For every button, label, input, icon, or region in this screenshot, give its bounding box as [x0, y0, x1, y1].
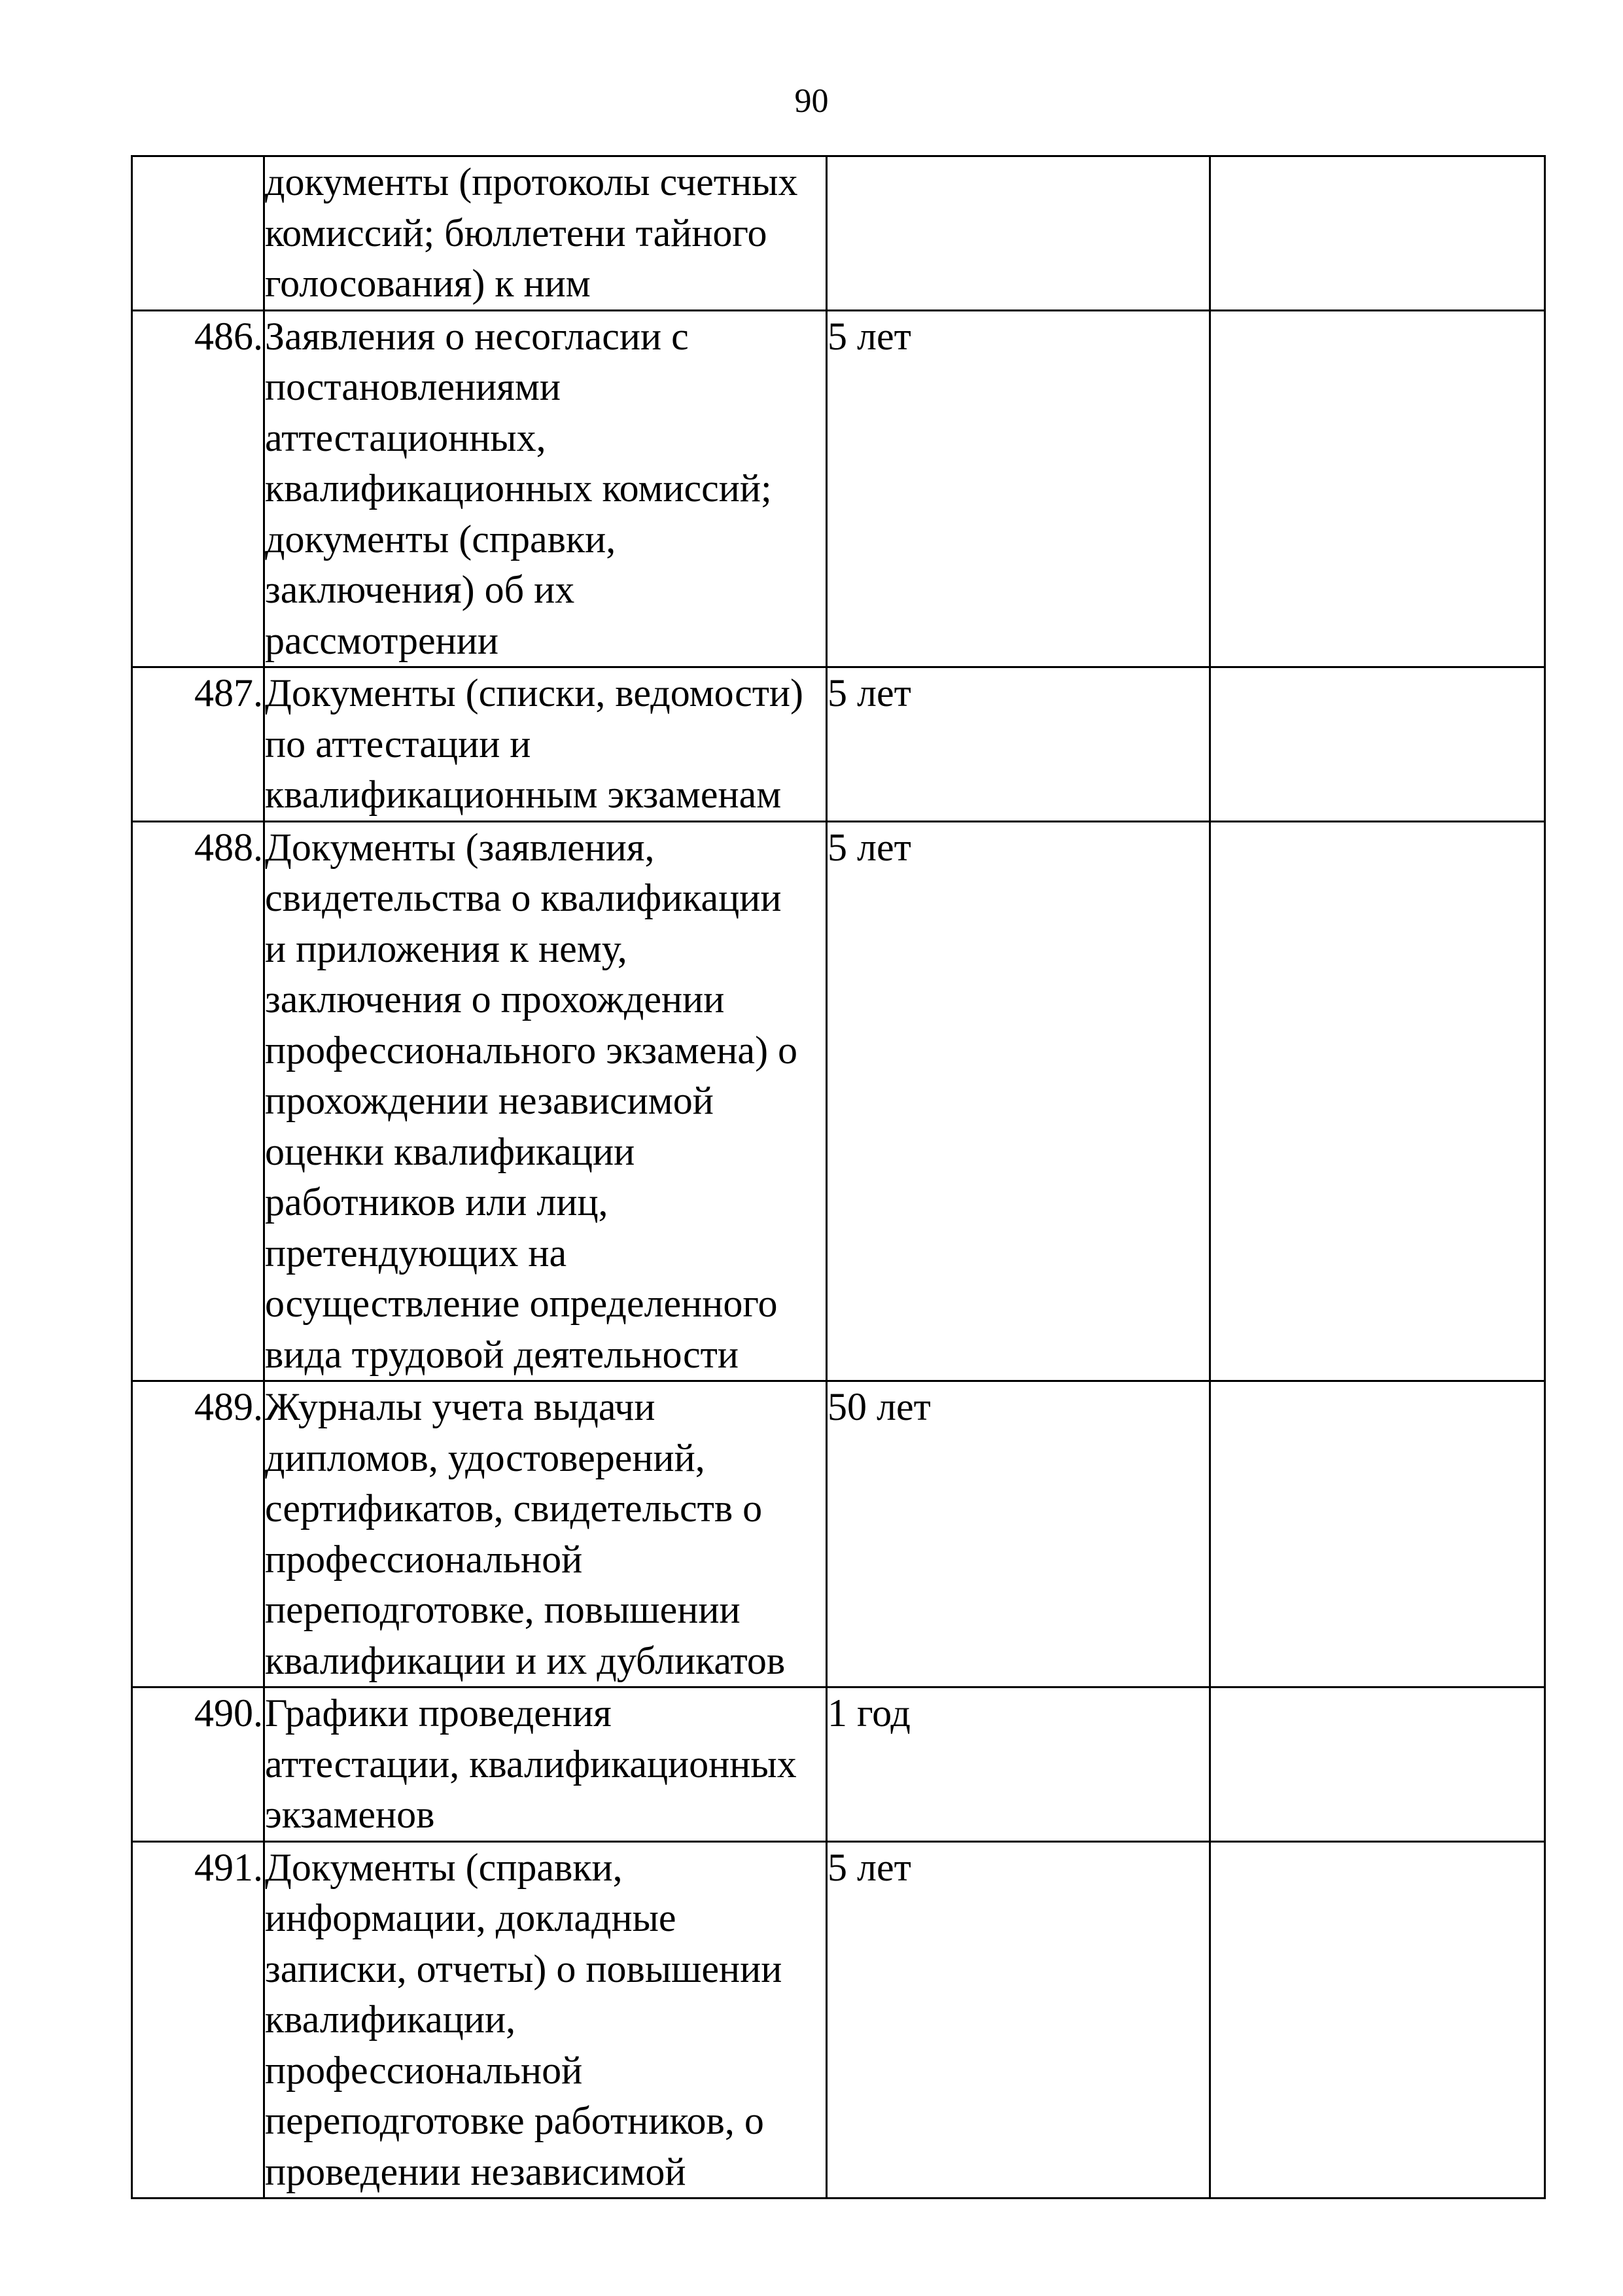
page-number: 90	[794, 82, 829, 120]
document-title: Графики проведения аттестации, квалификационных экзаменов	[264, 1687, 827, 1842]
row-number: 487.	[132, 667, 264, 822]
table-row	[132, 310, 1545, 667]
document-title: документы (протоколы счетных комиссий; бюллетени тайного голосования) к ним	[264, 156, 827, 311]
document-title: Журналы учета выдачи дипломов, удостоверений, сертификатов, свидетельств о профессиональной переподготовке, повышении квалификации и их дубликатов	[264, 1381, 827, 1687]
table-row	[132, 821, 1545, 1381]
table-row	[132, 1381, 1545, 1687]
row-number: 489.	[132, 1381, 264, 1687]
table-row	[132, 1687, 1545, 1842]
retention-term: 5 лет	[827, 821, 1210, 1381]
note-cell	[1210, 667, 1545, 822]
table-row	[132, 1841, 1545, 2199]
retention-term: 50 лет	[827, 1381, 1210, 1687]
note-cell	[1210, 1841, 1545, 2199]
retention-term	[827, 156, 1210, 311]
row-number: 491.	[132, 1841, 264, 2199]
document-title: Документы (списки, ведомости) по аттестации и квалификационным экзаменам	[264, 667, 827, 822]
note-cell	[1210, 1381, 1545, 1687]
row-number: 490.	[132, 1687, 264, 1842]
retention-term: 5 лет	[827, 310, 1210, 667]
note-cell	[1210, 156, 1545, 311]
document-title: Документы (заявления, свидетельства о квалификации и приложения к нему, заключения о прохождении профессионального экзамена) о прохождении независимой оценки квалификации работников или лиц, претендующих на осуществление определенного вида трудовой деятельности	[264, 821, 827, 1381]
note-cell	[1210, 310, 1545, 667]
retention-term: 5 лет	[827, 667, 1210, 822]
note-cell	[1210, 1687, 1545, 1842]
row-number: 486.	[132, 310, 264, 667]
table-row	[132, 156, 1545, 311]
retention-term: 1 год	[827, 1687, 1210, 1842]
retention-table	[131, 155, 1546, 2199]
row-number	[132, 156, 264, 311]
note-cell	[1210, 821, 1545, 1381]
document-title: Заявления о несогласии с постановлениями аттестационных, квалификационных комиссий; документы (справки, заключения) об их рассмотрении	[264, 310, 827, 667]
table-row	[132, 667, 1545, 822]
retention-term: 5 лет	[827, 1841, 1210, 2199]
row-number: 488.	[132, 821, 264, 1381]
document-title: Документы (справки, информации, докладные записки, отчеты) о повышении квалификации, профессиональной переподготовке работников, о проведении независимой	[264, 1841, 827, 2199]
